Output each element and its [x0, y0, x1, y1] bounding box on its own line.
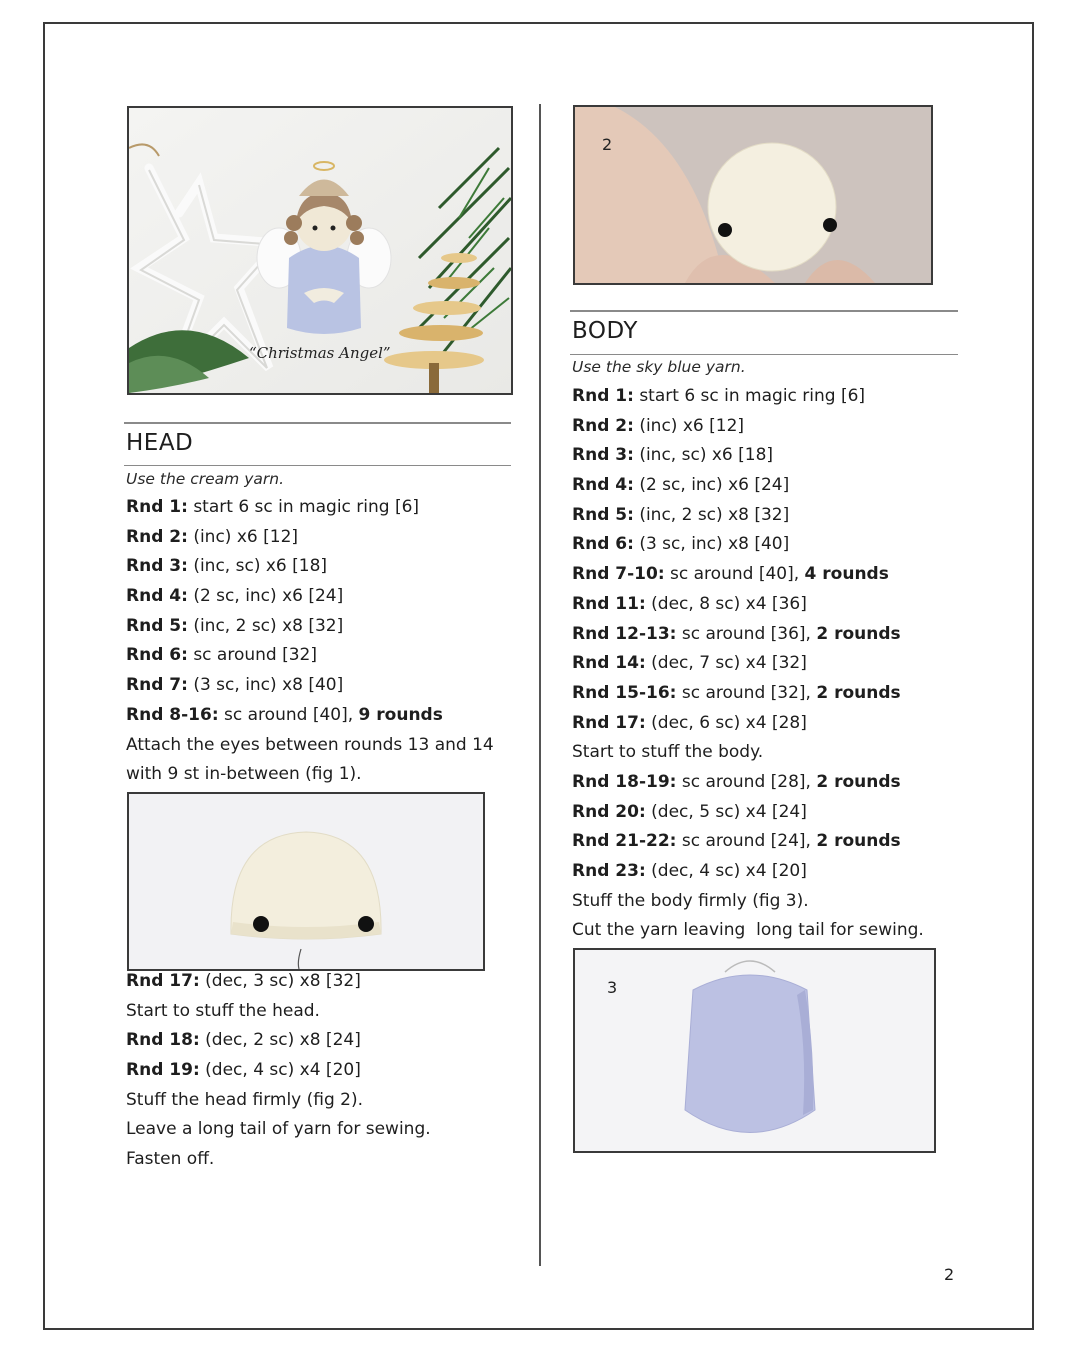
round-text: Cut the yarn leaving long tail for sewing. [572, 920, 924, 941]
head-top-rule [124, 422, 511, 424]
photo-caption: “Christmas Angel” [249, 344, 391, 362]
column-divider [539, 104, 541, 1266]
round-label: Rnd 23: [572, 861, 646, 881]
round-text: (dec, 8 sc) x4 [36] [645, 593, 807, 614]
instruction-line [572, 590, 924, 620]
instruction-line [126, 493, 494, 523]
round-label: Rnd 2: [126, 526, 188, 547]
round-text: (inc, sc) x6 [18] [187, 556, 328, 577]
round-label: Rnd 6: [572, 534, 634, 555]
instruction-line [126, 997, 431, 1027]
round-text: (inc, sc) x6 [18] [633, 445, 774, 466]
round-text: with 9 st in-between (fig 1). [126, 764, 362, 785]
instruction-line [572, 530, 924, 560]
round-count: 2 rounds [816, 831, 901, 852]
round-text: (2 sc, inc) x6 [24] [633, 475, 790, 496]
round-text: Stuff the head firmly (fig 2). [126, 1089, 364, 1110]
instruction-line [126, 671, 494, 701]
head-title: HEAD [126, 430, 194, 456]
instruction-line [126, 1145, 431, 1175]
round-text: Leave a long tail of yarn for sewing. [126, 1119, 431, 1140]
instruction-line [572, 916, 924, 946]
page-number: 2 [944, 1265, 955, 1284]
instruction-line [126, 1086, 431, 1116]
round-text: Start to stuff the head. [126, 1000, 320, 1021]
round-label: Rnd 15-16: [572, 682, 677, 703]
instruction-line [126, 1026, 431, 1056]
body-bottom-rule [570, 354, 958, 355]
head-instructions [126, 493, 494, 790]
round-label: Rnd 1: [126, 497, 188, 517]
instruction-line [572, 471, 924, 501]
round-count: 2 rounds [816, 771, 901, 792]
round-label: Rnd 2: [572, 415, 634, 436]
instruction-line [572, 620, 924, 650]
angel-photo [127, 106, 513, 395]
round-label: Rnd 21-22: [572, 831, 677, 852]
eye-left-icon [253, 916, 269, 932]
instruction-line [572, 649, 924, 679]
round-label: Rnd 7: [126, 675, 188, 696]
round-count: 4 rounds [804, 564, 889, 585]
body-title: BODY [572, 318, 638, 344]
fig1-photo [127, 792, 485, 971]
round-count: 2 rounds [816, 623, 901, 644]
round-label: Rnd 17: [572, 712, 646, 733]
round-count: 9 rounds [358, 704, 443, 725]
instruction-line [572, 768, 924, 798]
instruction-line [572, 679, 924, 709]
round-text: Stuff the body firmly (fig 3). [572, 890, 809, 911]
head-in-hand-illustration [575, 107, 931, 283]
fig2-photo [573, 105, 933, 285]
round-text: (inc, 2 sc) x8 [32] [187, 615, 344, 636]
round-text: (dec, 2 sc) x8 [24] [199, 1030, 361, 1051]
round-label: Rnd 18: [126, 1030, 200, 1051]
round-text: (dec, 5 sc) x4 [24] [645, 801, 807, 822]
instruction-line [126, 552, 494, 582]
round-text: sc around [28], [676, 771, 817, 792]
instruction-line [572, 382, 924, 412]
round-text: start 6 sc in magic ring [6] [187, 497, 420, 517]
round-text: (2 sc, inc) x6 [24] [187, 586, 344, 607]
fig3-label: 3 [607, 978, 618, 997]
body-instructions [572, 382, 924, 946]
round-text: sc around [32], [676, 682, 817, 703]
round-text: (dec, 7 sc) x4 [32] [645, 653, 807, 674]
instruction-line [126, 967, 431, 997]
round-count: 2 rounds [816, 682, 901, 703]
round-text: sc around [40], [218, 704, 359, 725]
head-eyes-illustration [129, 794, 483, 969]
instruction-line [572, 412, 924, 442]
round-label: Rnd 7-10: [572, 564, 665, 585]
round-label: Rnd 6: [126, 645, 188, 666]
head-instructions-continued [126, 967, 431, 1175]
round-text: sc around [40], [664, 564, 805, 585]
eye-left-icon [718, 223, 732, 237]
round-label: Rnd 8-16: [126, 704, 219, 725]
round-text: sc around [32] [187, 645, 318, 666]
round-text: sc around [24], [676, 831, 817, 852]
round-text: Fasten off. [126, 1149, 215, 1170]
instruction-line [126, 731, 494, 761]
round-label: Rnd 5: [572, 504, 634, 525]
round-label: Rnd 18-19: [572, 771, 677, 792]
round-text: (dec, 3 sc) x8 [32] [199, 971, 361, 991]
head-yarn-note: Use the cream yarn. [126, 470, 284, 488]
round-text: (inc) x6 [12] [187, 526, 299, 547]
instruction-line [126, 641, 494, 671]
instruction-line [126, 523, 494, 553]
instruction-line [126, 760, 494, 790]
instruction-line [126, 701, 494, 731]
round-label: Rnd 11: [572, 593, 646, 614]
round-label: Rnd 4: [126, 586, 188, 607]
round-label: Rnd 1: [572, 386, 634, 406]
round-text: (dec, 6 sc) x4 [28] [645, 712, 807, 733]
eye-right-icon [358, 916, 374, 932]
instruction-line [572, 857, 924, 887]
round-label: Rnd 14: [572, 653, 646, 674]
round-text: Start to stuff the body. [572, 742, 764, 763]
instruction-line [572, 560, 924, 590]
instruction-line [126, 612, 494, 642]
round-text: (3 sc, inc) x8 [40] [633, 534, 790, 555]
body-top-rule [570, 310, 958, 312]
round-label: Rnd 3: [126, 556, 188, 577]
round-text: sc around [36], [676, 623, 817, 644]
round-text: (dec, 4 sc) x4 [20] [199, 1060, 361, 1081]
instruction-line [572, 709, 924, 739]
round-text: (3 sc, inc) x8 [40] [187, 675, 344, 696]
instruction-line [126, 582, 494, 612]
round-label: Rnd 17: [126, 971, 200, 991]
round-label: Rnd 5: [126, 615, 188, 636]
instruction-line [572, 798, 924, 828]
round-label: Rnd 4: [572, 475, 634, 496]
head-bottom-rule [124, 465, 511, 466]
round-label: Rnd 12-13: [572, 623, 677, 644]
instruction-line [572, 827, 924, 857]
eye-right-icon [823, 218, 837, 232]
instruction-line [126, 1115, 431, 1145]
body-yarn-note: Use the sky blue yarn. [572, 358, 746, 376]
instruction-line [572, 501, 924, 531]
round-text: (dec, 4 sc) x4 [20] [645, 861, 807, 881]
instruction-line [572, 738, 924, 768]
round-text: (inc) x6 [12] [633, 415, 745, 436]
fig2-label: 2 [602, 135, 613, 154]
instruction-line [572, 887, 924, 917]
body-illustration [575, 950, 934, 1151]
instruction-line [572, 441, 924, 471]
round-text: Attach the eyes between rounds 13 and 14 [126, 734, 494, 755]
round-label: Rnd 19: [126, 1060, 200, 1081]
round-text: start 6 sc in magic ring [6] [633, 386, 866, 406]
instruction-line [126, 1056, 431, 1086]
round-label: Rnd 20: [572, 801, 646, 822]
round-text: (inc, 2 sc) x8 [32] [633, 504, 790, 525]
fig3-photo [573, 948, 936, 1153]
round-label: Rnd 3: [572, 445, 634, 466]
